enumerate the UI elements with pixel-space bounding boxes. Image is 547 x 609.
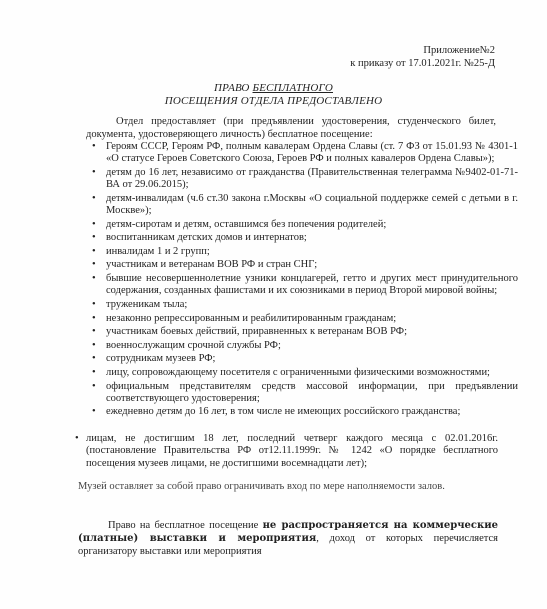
list-item: • официальным представителям средств массовой информации, при предъявлении соответствующего удостоверения; [106,381,518,406]
final-part-2: , доход от которых перечисляется организатору выставки или мероприятия [78,533,498,557]
final-part-1: Право на бесплатное посещение [108,520,263,531]
list-item: • участникам и ветеранам ВОВ РФ и стран СНГ; [106,259,518,271]
final-paragraph [78,519,498,558]
list-item: • детям до 16 лет, независимо от гражданства (Правительственная телеграмма №9402-01-71-ВА от 29.06.2015); [106,167,518,192]
list-item-minors [75,433,498,470]
list-item: • незаконно репрессированным и реабилитированным гражданам; [106,313,518,325]
list-item: • труженикам тыла; [106,299,518,311]
list-item: • инвалидам 1 и 2 групп; [106,246,518,258]
appendix-header [350,44,495,70]
document-title [0,82,547,108]
order-reference: к приказу от 17.01.2021г. №25-Д [350,58,495,69]
reserve-paragraph: Музей оставляет за собой право ограничивать вход по мере наполняемости залов. [78,481,445,492]
intro-paragraph: Отдел предоставляет (при предъявлении удостоверения, студенческого билет, документа, удостоверяющего личность) бесплатное посещение: [86,116,496,140]
appendix-line: Приложение№2 [423,45,495,56]
list-item: • лицу, сопровождающему посетителя с ограниченными физическими возможностями; [106,367,518,379]
title-underlined-word: БЕСПЛАТНОГО [252,82,333,94]
list-item: • военнослужащим срочной службы РФ; [106,340,518,352]
title-line-2: ПОСЕЩЕНИЯ ОТДЕЛА ПРЕДОСТАВЛЕНО [164,95,383,107]
free-visit-list [86,141,518,420]
list-item: • воспитанникам детских домов и интернатов; [106,232,518,244]
list-item: • Героям СССР, Героям РФ, полным кавалерам Ордена Славы (ст. 7 ФЗ от 15.01.93 № 4301-1 «О статусе Героев Советского Союза, Героев РФ и полных кавалеров Ордена Славы»); [106,141,518,166]
list-item: • участникам боевых действий, приравненных к ветеранам ВОВ РФ; [106,326,518,338]
list-item: • сотрудникам музеев РФ; [106,353,518,365]
title-part: ПРАВО [213,82,253,94]
bullet-icon: • [75,433,79,444]
list-item: • детям-сиротам и детям, оставшимся без попечения родителей; [106,219,518,231]
list-item: • ежедневно детям до 16 лет, в том числе не имеющих российского гражданства; [106,406,518,418]
title-line-1 [0,82,547,95]
final-bold-text: не распространяется на коммерческие (платные) выставки и мероприятия [78,520,498,544]
list-item-text: лицам, не достигшим 18 лет, последний четверг каждого месяца с 02.01.2016г. (постановление Правительства РФ от12.11.1999г. № 1242 «О порядке бесплатного посещения музеев лицами, не достигшими восемнадцати лет); [86,433,498,469]
list-item: • детям-инвалидам (ч.6 ст.30 закона г.Москвы «О социальной поддержке семей с детьми в г. Москве»); [106,193,518,218]
list-item: • бывшие несовершеннолетние узники концлагерей, гетто и других мест принудительного содержания, созданных фашистами и их союзниками в период Второй мировой войны; [106,273,518,298]
